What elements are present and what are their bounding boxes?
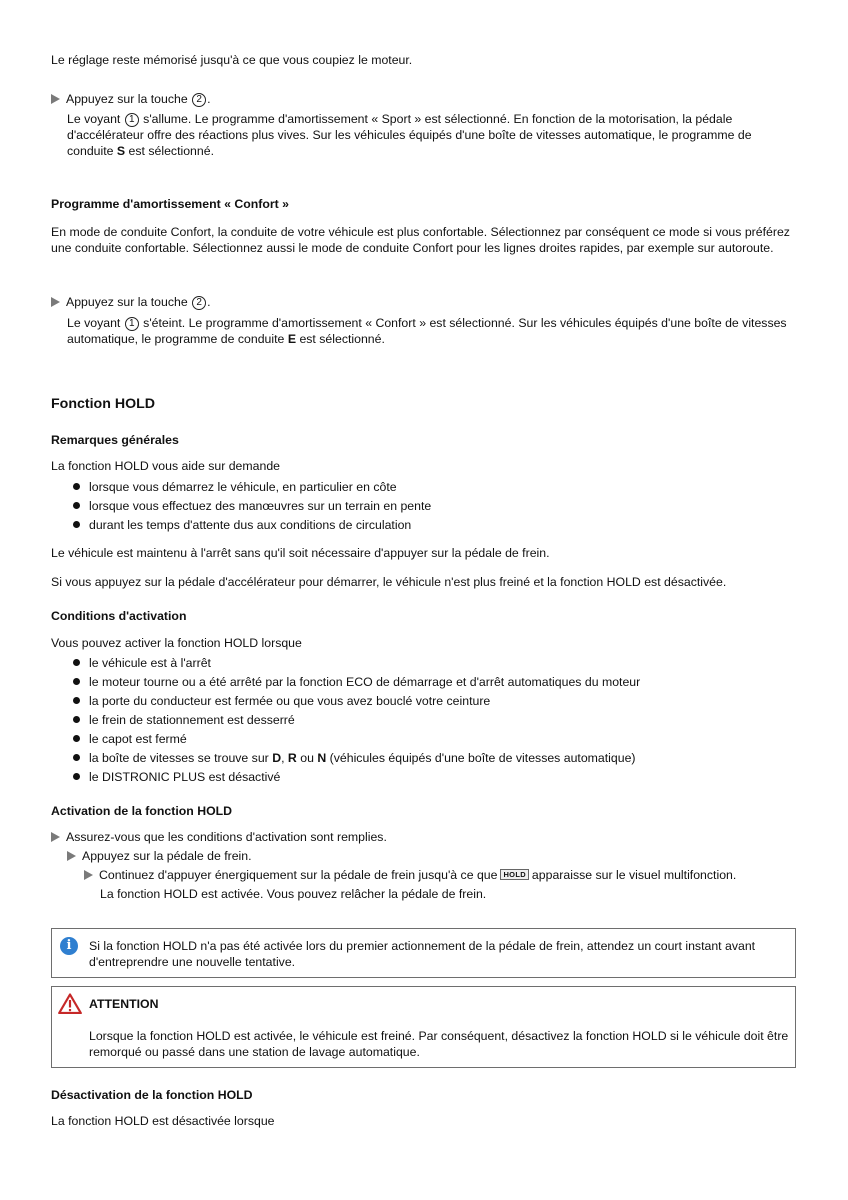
result-c: est sélectionné. [128,144,214,158]
step-arrow-icon [67,851,76,861]
list-item [71,655,809,671]
gear-n: N [317,751,327,765]
bullet-icon [73,502,80,509]
intro-text: Le réglage reste mémorisé jusqu'à ce que vous coupiez le moteur. [51,53,413,67]
activation-heading: Activation de la fonction HOLD [51,804,233,818]
activation-result: La fonction HOLD est activée. Vous pouvez relâcher la pédale de frein. [100,887,487,901]
list-item [71,674,809,690]
step-text: Appuyez sur la touche [66,92,188,106]
confort-para: En mode de conduite Confort, la conduite de votre véhicule est plus confortable. Sélectionnez par conséquent ce mode si vous préférez une conduite confortable. Sélectionnez aussi le mode de conduite Confort pour les lignes droites rapides, par exemple sur autoroute. [51,225,790,255]
step-text: Continuez d'appuyer énergiquement sur la pédale de frein jusqu'à ce que [99,868,498,882]
step-end: . [207,295,211,309]
confort-heading: Programme d'amortissement « Confort » [51,197,289,211]
warning-triangle-icon [58,993,82,1014]
result-a: Le voyant [67,112,121,126]
button-2-icon: 2 [192,296,206,310]
confort-step [51,294,799,310]
info-box [51,928,796,978]
hold-display-icon: HOLD [500,869,528,880]
activation-step-2 [67,848,799,864]
deactivation-intro: La fonction HOLD est désactivée lorsque [51,1114,275,1128]
result-c: est sélectionné. [299,332,385,346]
gear-r: R [287,751,297,765]
gear-comma: , [281,751,285,765]
step-text: Appuyez sur la pédale de frein. [82,849,252,863]
result-b: s'éteint. Le programme d'amortissement « Confort » est sélectionné. Sur les véhicules équipés d'une boîte de vitesses automatique, le programme de conduite [67,316,787,346]
list-item [71,479,809,495]
indicator-1-icon: 1 [125,113,139,127]
hold-title: Fonction HOLD [51,396,156,412]
result-b: s'allume. Le programme d'amortissement « Sport » est sélectionné. En fonction de la motorisation, la pédale d'accélérateur offre des réactions plus vives. Sur les véhicules équipés d'une boîte de vitesses automatique, le programme de conduite [67,112,752,158]
gear-ou: ou [300,751,314,765]
list-item-text: le véhicule est à l'arrêt [89,656,211,670]
list-item [71,517,809,533]
step-text: Appuyez sur la touche [66,295,188,309]
activation-step-3 [84,867,799,883]
list-item-text: lorsque vous démarrez le véhicule, en particulier en côte [89,480,397,494]
bullet-icon [73,521,80,528]
list-item [71,712,809,728]
gear-d: D [272,751,282,765]
result-a: Le voyant [67,316,121,330]
step-arrow-icon [51,832,60,842]
program-s: S [116,144,126,158]
gear-text-a: la boîte de vitesses se trouve sur [89,751,269,765]
list-item-text: la porte du conducteur est fermée ou que vous avez bouclé votre ceinture [89,694,491,708]
bullet-icon [73,773,80,780]
warning-box [51,986,796,1068]
list-item [71,693,809,709]
list-item-text: durant les temps d'attente dus aux conditions de circulation [89,518,412,532]
bullet-icon [73,483,80,490]
bullet-icon [73,735,80,742]
indicator-1-icon: 1 [125,317,139,331]
general-intro: La fonction HOLD vous aide sur demande [51,459,280,473]
cond-intro: Vous pouvez activer la fonction HOLD lorsque [51,636,302,650]
confort-result [67,315,799,347]
warning-title: ATTENTION [89,997,159,1011]
cond-heading: Conditions d'activation [51,609,187,623]
general-heading: Remarques générales [51,433,179,447]
list-item-text: lorsque vous effectuez des manœuvres sur un terrain en pente [89,499,432,513]
deactivation-heading: Désactivation de la fonction HOLD [51,1088,253,1102]
list-item-text: le DISTRONIC PLUS est désactivé [89,770,281,784]
info-text: Si la fonction HOLD n'a pas été activée lors du premier actionnement de la pédale de frein, attendez un court instant avant d'entreprendre une nouvelle tentative. [89,939,756,969]
program-e: E [287,332,297,346]
bullet-icon [73,754,80,761]
bullet-icon [73,697,80,704]
step-end: . [207,92,211,106]
bullet-icon [73,678,80,685]
info-icon: i [60,937,78,955]
step-arrow-icon [84,870,93,880]
list-item [71,498,809,514]
sport-step [51,91,799,107]
sport-result [67,111,799,159]
step-arrow-icon [51,297,60,307]
bullet-icon [73,659,80,666]
button-2-icon: 2 [192,93,206,107]
gear-text-b: (véhicules équipés d'une boîte de vitesses automatique) [329,751,636,765]
bullet-icon [73,716,80,723]
hold-para2: Si vous appuyez sur la pédale d'accélérateur pour démarrer, le véhicule n'est plus freiné et la fonction HOLD est désactivée. [51,575,727,589]
list-item [71,750,809,766]
step-text: Assurez-vous que les conditions d'activation sont remplies. [66,830,387,844]
list-item [71,731,809,747]
hold-para1: Le véhicule est maintenu à l'arrêt sans qu'il soit nécessaire d'appuyer sur la pédale de frein. [51,546,550,560]
activation-step-1 [51,829,799,845]
step-arrow-icon [51,94,60,104]
step-text-end: apparaisse sur le visuel multifonction. [531,868,737,882]
list-item [71,769,809,785]
list-item-text: le moteur tourne ou a été arrêté par la fonction ECO de démarrage et d'arrêt automatiques du moteur [89,675,641,689]
list-item-text: le frein de stationnement est desserré [89,713,295,727]
list-item-text: le capot est fermé [89,732,187,746]
warning-text: Lorsque la fonction HOLD est activée, le véhicule est freiné. Par conséquent, désactivez la fonction HOLD si le véhicule doit être remorqué ou passé dans une station de lavage automatique. [89,1029,789,1059]
